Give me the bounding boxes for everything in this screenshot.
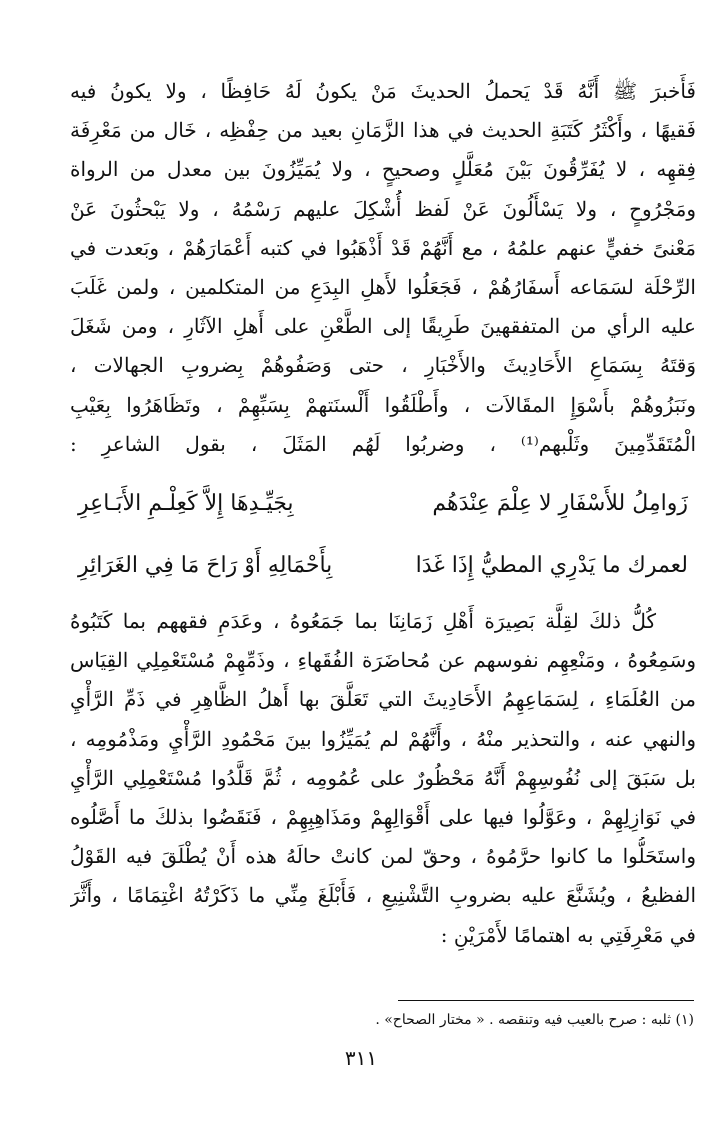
text-line: وَقتَهُ بِسَمَاعِ الأَحَادِيثَ والأَخْبَارِ ، حتى وَصَفُوهُمْ بِضروبِ الجهالات ، [70, 353, 696, 378]
paragraph-1 [70, 72, 696, 464]
text-line: الْمُتَقَدِّمِينَ وثَلْبهم⁽¹⁾ ، وضربُوا لَهُم المَثَلَ ، بقول الشاعرِ : [70, 431, 696, 456]
verse-line [70, 534, 696, 596]
text-line: في نَوَازِلِهِمْ ، وعَوَّلُوا فيها على أَقْوَالِهِمْ ومَذَاهِبِهِمْ ، فَنَقَضُوا بذلكَ ما أَصَّلُوه [70, 805, 696, 830]
page-number: ٣١١ [344, 1046, 378, 1070]
paragraph-2 [70, 602, 696, 955]
text-line: فَأَخبرَ ﷺ أَنَّهُ قَدْ يَحملُ الحديثَ مَنْ يكونُ لَهُ حَافِظًا ، ولا يكونُ فيه [70, 79, 696, 103]
text-line: وسَمِعُوهُ ، ومَنْعِهِم نفوسهم عن مُحاضَرَة الفُقَهاءِ ، وذَمِّهِمْ مُسْتَعْمِلِي القِيَاس [70, 648, 696, 673]
text-line: بل سَبَقَ إلى نُفُوسِهِمْ أَنَّهُ مَحْظُورٌ على عُمُومِه ، ثُمَّ قَلَّدُوا مُسْتَعْمِلِي الرَّأْيِ [70, 765, 696, 790]
text-line: فَقيهًا ، وأَكْثَرُ كَتَبَةِ الحديث في هذا الزَّمَانِ بعيد من حِفْظِه ، خَال من مَعْرِفَة [70, 118, 696, 143]
verse-first-hemistich: زَوامِلُ للأَسْفَارِ لا عِلْمَ عِنْدَهُم [432, 490, 688, 516]
poem-verse [70, 472, 696, 596]
text-line: ومَجْرُوحٍ ، ولا يَسْأَلُونَ عَنْ لَفظ أُشْكِلَ عليهم رَسْمُهُ ، ولا يَبْحثُونَ عَنْ [70, 196, 696, 221]
verse-second-hemistich: بِأَحْمَالِهِ أَوْ رَاحَ مَا فِي الغَرَائِرِ [78, 552, 333, 578]
text-line: كُلُّ ذلكَ لقِلَّة بَصِيرَة أَهْلِ زَمَانِنَا بما جَمَعُوهُ ، وعَدَمِ فقههم بما كَتَبُوهُ [70, 609, 656, 634]
text-line: من العُلَمَاءِ ، لِسَمَاعِهِمُ الأَحَادِيثَ التي تَعَلَّقَ بها أَهلُ الظَّاهِرِ في ذَمِّ الرَّأْيِ [70, 687, 696, 712]
verse-line [70, 472, 696, 534]
footnote-divider [398, 1000, 694, 1001]
verse-first-hemistich: لعمرك ما يَدْرِي المطيُّ إِذَا غَدَا [415, 552, 688, 578]
verse-second-hemistich: بِجَيِّـدِهَا إِلاَّ كَعِلْـمِ الأَبَـاعِرِ [78, 490, 294, 516]
text-line: فِقهِه ، لا يُفَرِّقُونَ بَيْنَ مُعَلَّلٍ وصحيحٍ ، ولا يُمَيِّزُونَ بين معدل من الرواة [70, 157, 696, 182]
page-body [70, 72, 696, 955]
text-line: الفظيعُ ، ويُشَنَّعَ عليه بضروبِ التَّشْنِيعِ ، فَأَبْلَغَ مِنِّي ما ذَكَرْتُهُ اغْتِمَامًا ، وأَثَّرَ [70, 883, 696, 908]
text-line: في مَعْرِفَتِي به اهتمامًا لأَمْرَيْنِ : [440, 922, 696, 947]
text-line: مَعْنىً خفيٍّ عنهم علمُهُ ، مع أَنَّهُمْ قَدْ أَذْهَبُوا في كتبه أَعْمَارَهُمْ ، وبَعدت في [70, 235, 696, 260]
text-line: والنهي عنه ، والتحذير منْهُ ، وأَنَّهُمْ لم يُمَيِّزُوا بينَ مَحْمُودِ الرَّأْيِ ومَذْمُومِه ، [70, 726, 696, 751]
text-line: واستَحَلُّوا ما كانوا حرَّمُوهُ ، وحقّ لمن كانتْ حالَهُ هذه أَنْ يُطْلَقَ فيه القَوْلُ [70, 844, 696, 869]
text-line: ونَبَزُوهُمْ بأَسْوَإِ المقَالاَت ، وأَطْلَقُوا أَلْسنَتهمْ بِسَبِّهِمْ ، وتَظَاهَرُوا بِعَيْبِ [70, 392, 696, 417]
footnote: (١) ثلبه : صرح بالعيب فيه وتنقصه . « مختار الصحاح» . [375, 1012, 694, 1028]
text-line: الرِّحْلَة لسَمَاعه أَسفَارُهُمْ ، فَجَعَلُوا لأَهلِ البِدَعِ من المتكلمين ، ولمن غَلَبَ [70, 275, 696, 300]
text-line: عليه الرأي من المتفقهينَ طَرِيقًا إلى الطَّعْنِ على أَهلِ الآثَارِ ، ومن شَغَلَ [70, 314, 696, 339]
